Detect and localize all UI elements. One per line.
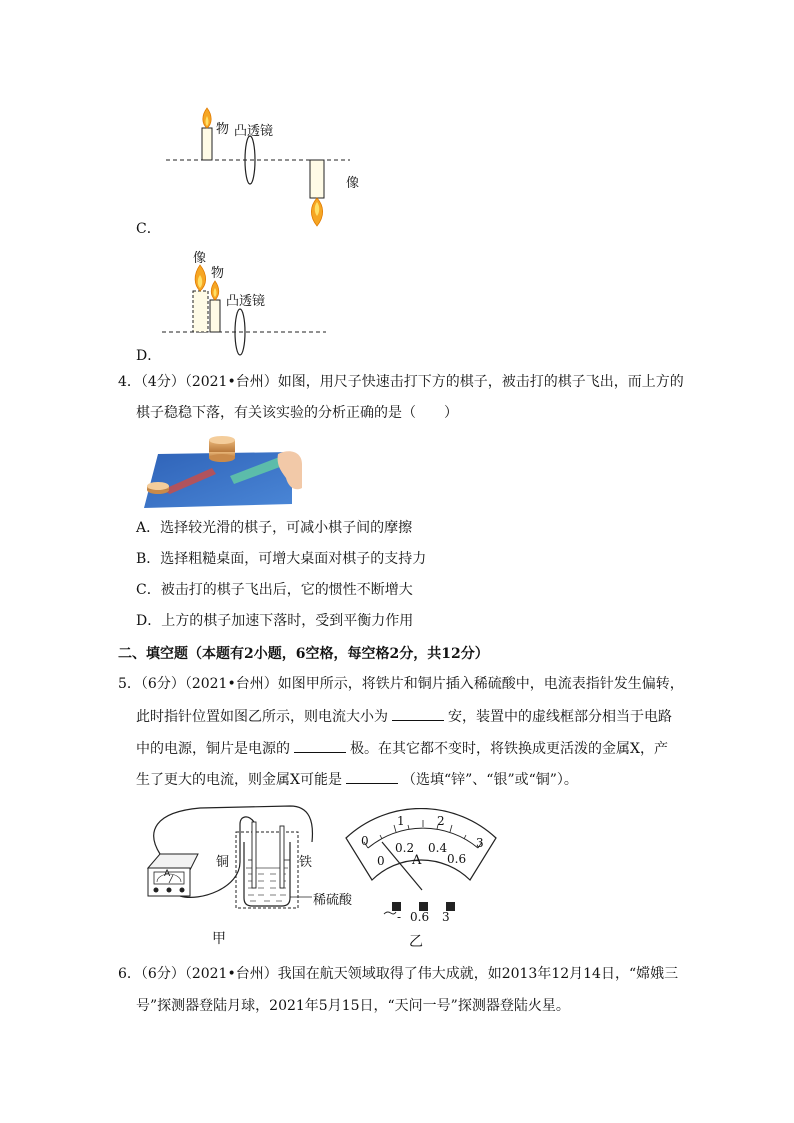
q5-figure-jia-caption: 甲 bbox=[212, 931, 226, 947]
q5-yi-inner-tick-2: 0.4 bbox=[428, 841, 448, 855]
q5-line4-a: 生了更大的电流，则金属X可能是 bbox=[136, 772, 342, 788]
optd-lens-label: 凸透镜 bbox=[226, 294, 266, 309]
q5-line3-a: 中的电源，铜片是电源的 bbox=[136, 741, 290, 757]
q5-yi-outer-tick-3: 3 bbox=[476, 836, 484, 850]
q5-yi-inner-tick-3: 0.6 bbox=[447, 852, 467, 866]
q4-option-b: B．选择粗糙桌面，可增大桌面对棋子的支持力 bbox=[136, 551, 427, 567]
q5-blank-current[interactable] bbox=[392, 706, 444, 721]
q5-line2-a: 此时指针位置如图乙所示，则电流大小为 bbox=[136, 709, 388, 725]
q5-yi-inner-tick-0: 0 bbox=[377, 854, 385, 868]
q5-yi-outer-tick-1: 1 bbox=[397, 814, 405, 828]
q5-blank-metal[interactable] bbox=[346, 769, 398, 784]
optd-image-label: 像 bbox=[193, 251, 207, 266]
q5-yi-terminal-3: 3 bbox=[442, 910, 450, 924]
q5-jia-acid-label: 稀硫酸 bbox=[313, 893, 353, 908]
optc-lens-label: 凸透镜 bbox=[234, 124, 274, 139]
q5-yi-outer-tick-2: 2 bbox=[437, 814, 445, 828]
q5-line3-b: 极。在其它都不变时，将铁换成更活泼的金属X，产 bbox=[350, 741, 668, 757]
q5-line1: 5．（6分）（2021•台州）如图甲所示，将铁片和铜片插入稀硫酸中，电流表指针发生偏转， bbox=[118, 676, 684, 692]
q5-yi-inner-tick-1: 0.2 bbox=[395, 841, 415, 855]
optc-image-label: 像 bbox=[346, 176, 360, 191]
q4-checkers-photo bbox=[142, 432, 302, 510]
optd-label: D． bbox=[136, 348, 162, 364]
section-title: 二、填空题（本题有2小题，6空格，每空格2分，共12分） bbox=[118, 646, 489, 662]
q6-line1: 6．（6分）（2021•台州）我国在航天领域取得了伟大成就，如2013年12月14日，“嫦娥三 bbox=[118, 966, 679, 982]
q5-line3 bbox=[136, 738, 668, 759]
optc-label: C． bbox=[136, 221, 161, 237]
q5-yi-terminal-06: 0.6 bbox=[410, 910, 430, 924]
q5-jia-meter-label: A bbox=[164, 869, 171, 879]
q5-line4-b: （选填“锌”、“银”或“铜”）。 bbox=[401, 772, 578, 788]
q5-figure-yi-caption: 乙 bbox=[409, 934, 423, 950]
optd-object-label: 物 bbox=[211, 266, 225, 281]
q5-yi-unit-label: A bbox=[412, 853, 422, 868]
q4-option-d: D．上方的棋子加速下落时，受到平衡力作用 bbox=[136, 613, 414, 629]
optc-object-label: 物 bbox=[216, 122, 230, 137]
q5-blank-pole[interactable] bbox=[294, 738, 346, 753]
q4-option-a: A．选择较光滑的棋子，可减小棋子间的摩擦 bbox=[136, 520, 413, 536]
q5-jia-iron-label: 铁 bbox=[299, 855, 313, 870]
q5-jia-copper-label: 铜 bbox=[216, 855, 230, 870]
q5-yi-outer-tick-0: 0 bbox=[361, 834, 369, 848]
q4-stem-line2: 棋子稳稳下落，有关该实验的分析正确的是（ ） bbox=[136, 405, 458, 421]
q5-yi-terminal-neg: - bbox=[397, 910, 402, 924]
q6-line2: 号”探测器登陆月球，2021年5月15日，“天问一号”探测器登陆火星。 bbox=[136, 998, 570, 1014]
q5-line2-b: 安，装置中的虚线框部分相当于电路 bbox=[448, 709, 672, 725]
q5-line2 bbox=[136, 706, 672, 727]
q4-stem-line1: 4．（4分）（2021•台州）如图，用尺子快速击打下方的棋子，被击打的棋子飞出，而上方的 bbox=[118, 374, 684, 390]
q5-line4 bbox=[136, 769, 578, 790]
q4-option-c: C．被击打的棋子飞出后，它的惯性不断增大 bbox=[136, 582, 413, 598]
